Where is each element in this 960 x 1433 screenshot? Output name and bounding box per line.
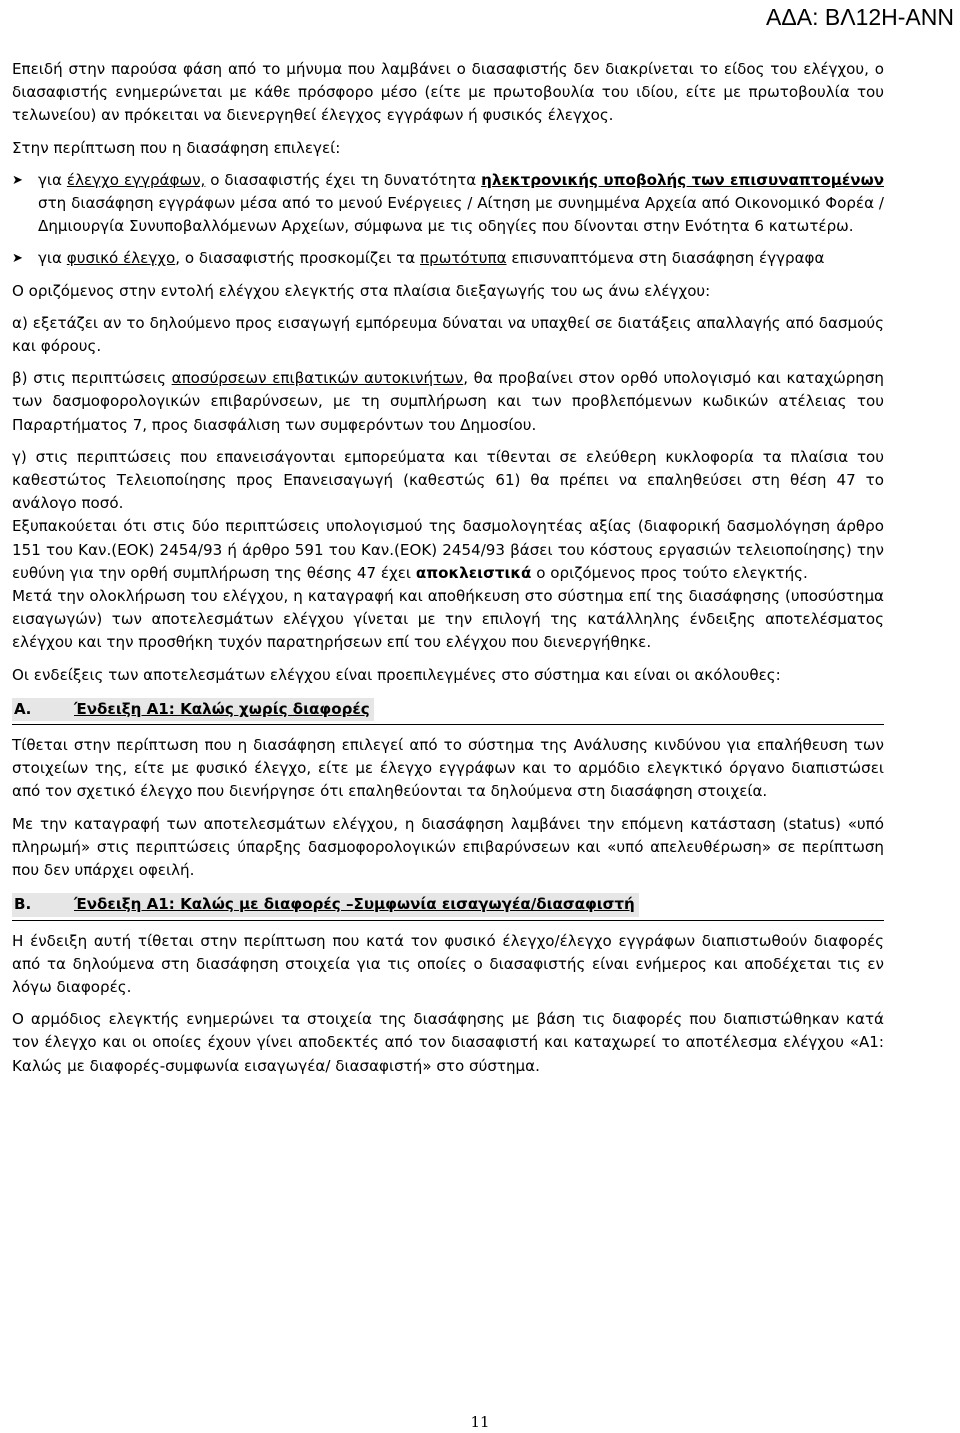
section-b-paragraph-2: Ο αρμόδιος ελεγκτής ενημερώνει τα στοιχεία της διασάφησης με βάση τις διαφορές που διαπιστώθηκαν κατά τον έλεγχο και οι οποίες έχουν γίνει αποδεκτές από τον διασαφιστή και καταχωρεί το αποτέλεσμα ελέγχου «Α1: Καλώς με διαφορές-συμφωνία εισαγωγέα/ διασαφιστή» στο σύστημα.: [12, 1010, 884, 1075]
bullet-text: για φυσικό έλεγχο, ο διασαφιστής προσκομίζει τα πρωτότυπα επισυναπτόμενα στη διασάφηση έγγραφα: [38, 249, 825, 268]
paragraph-c: γ) στις περιπτώσεις που επανεισάγονται εμπορεύματα και τίθενται σε ελεύθερη κυκλοφορία τα πλαίσια του καθεστώτος Τελειοποίησης προς Επανεισαγωγή (καθεστώς 61) θα πρέπει να επαληθεύσει στη θέση 47 το ανάλογο ποσό.: [12, 447, 884, 513]
section-a-heading: [12, 698, 884, 725]
paragraph-auditor: Ο οριζόμενος στην εντολή ελέγχου ελεγκτής στα πλαίσια διεξαγωγής του ως άνω ελέγχου:: [12, 281, 711, 300]
document-body: [12, 58, 884, 1078]
section-b-paragraph-1: Η ένδειξη αυτή τίθεται στην περίπτωση που κατά τον φυσικό έλεγχο/έλεγχο εγγράφων διαπιστωθούν διαφορές από τα δηλούμενα στη διασάφηση στοιχεία για τις οποίες ο διασαφιστής είναι ενήμερος και αποδέχεται τις εν λόγω διαφορές.: [12, 931, 884, 996]
ada-code: ΑΔΑ: ΒΛ12Η-ΑΝΝ: [766, 4, 954, 30]
arrow-bullet-icon: ➤: [12, 172, 23, 188]
paragraph-a: α) εξετάζει αν το δηλούμενο προς εισαγωγή εμπόρευμα δύναται να υπαχθεί σε διατάξεις απαλλαγής από δασμούς και φόρους.: [12, 313, 884, 356]
paragraph-b: β) στις περιπτώσεις αποσύρσεων επιβατικών αυτοκινήτων, θα προβαίνει στον ορθό υπολογισμό και καταχώρηση των δασμοφορολογικών επιβαρύνσεων, με τη συμπλήρωση και των προβλεπόμενων κωδικών ατέλειας του Παραρτήματος 7, προς διασφάλιση των συμφερόντων του Δημοσίου.: [12, 369, 884, 434]
bullet-text: για έλεγχο εγγράφων, ο διασαφιστής έχει τη δυνατότητα ηλεκτρονικής υποβολής των επισυναπτομένων στη διασάφηση εγγράφων μέσα από το μενού Ενέργειες / Αίτηση με συνημμένα Αρχεία από Οικονομικό Φορέα / Δημιουργία Συνυποβαλλόμενων Αρχείων, σύμφωνα με τις οδηγίες που δίνονται στην Ενότητα 6 κατωτέρω.: [38, 170, 884, 236]
bullet-physical-check: [12, 247, 884, 270]
section-a-title: Ένδειξη Α1: Καλώς χωρίς διαφορές: [74, 698, 374, 721]
section-b-letter: Β.: [12, 893, 74, 916]
paragraph-valuation: Εξυπακούεται ότι στις δύο περιπτώσεις υπολογισμού της δασμολογητέας αξίας (διαφορική δασμολόγηση άρθρο 151 του Καν.(ΕΟΚ) 2454/93 ή άρθρο 591 του Καν.(ΕΟΚ) 2454/93 βάσει του κόστους εργασιών τελειοποίησης) την ευθύνη για την ορθή συμπλήρωση της θέσης 47 έχει αποκλειστικά ο οριζόμενος προς τούτο ελεγκτής.: [12, 517, 884, 582]
section-b-heading: [12, 893, 884, 920]
arrow-bullet-icon: ➤: [12, 251, 23, 267]
section-a-paragraph-2: Με την καταγραφή των αποτελεσμάτων ελέγχου, η διασάφηση λαμβάνει την επόμενη κατάσταση (status) «υπό πληρωμή» στις περιπτώσεις ύπαρξης δασμοφορολογικών επιβαρύνσεων και «υπό απελευθέρωση» σε περίπτωση που δεν υπάρχει οφειλή.: [12, 814, 884, 880]
paragraph-intro: Επειδή στην παρούσα φάση από το μήνυμα που λαμβάνει ο διασαφιστής δεν διακρίνεται το είδος του ελέγχου, ο διασαφιστής ενημερώνεται με κάθε πρόσφορο μέσο (είτε με πρωτοβουλία του ιδίου, είτε με πρωτοβουλία του τελωνείου) αν πρόκειται να διενεργηθεί έλεγχος εγγράφων ή φυσικός έλεγχος.: [12, 60, 884, 125]
paragraph-selection: Στην περίπτωση που η διασάφηση επιλεγεί:: [12, 138, 341, 157]
section-a-paragraph-1: Τίθεται στην περίπτωση που η διασάφηση επιλεγεί από το σύστημα της Ανάλυσης κινδύνου για επαλήθευση των στοιχείων της, είτε με φυσικό έλεγχο, είτε με έλεγχο εγγράφων και το αρμόδιο ελεγκτικό όργανο διαπιστώσει από τον σχετικό έλεγχο που διενήργησε ότι επαληθεύονται τα δηλούμενα στη διασάφηση στοιχεία.: [12, 736, 884, 801]
paragraph-after-check: Μετά την ολοκλήρωση του ελέγχου, η καταγραφή και αποθήκευση στο σύστημα επί της διασάφησης (υποσύστημα εισαγωγών) των αποτελεσμάτων ελέγχου γίνεται με την επιλογή της κατάλληλης ένδειξης αποτελέσματος ελέγχου και την προσθήκη τυχόν παρατηρήσεων επί του ελέγχου που διενεργήθηκε.: [12, 587, 884, 652]
page-number: 11: [470, 1413, 490, 1431]
bullet-document-check: [12, 169, 884, 239]
section-a-letter: Α.: [12, 698, 74, 721]
paragraph-indications: Οι ενδείξεις των αποτελεσμάτων ελέγχου είναι προεπιλεγμένες στο σύστημα και είναι οι ακόλουθες:: [12, 665, 781, 684]
section-b-title: Ένδειξη Α1: Καλώς με διαφορές –Συμφωνία εισαγωγέα/διασαφιστή: [74, 893, 639, 916]
